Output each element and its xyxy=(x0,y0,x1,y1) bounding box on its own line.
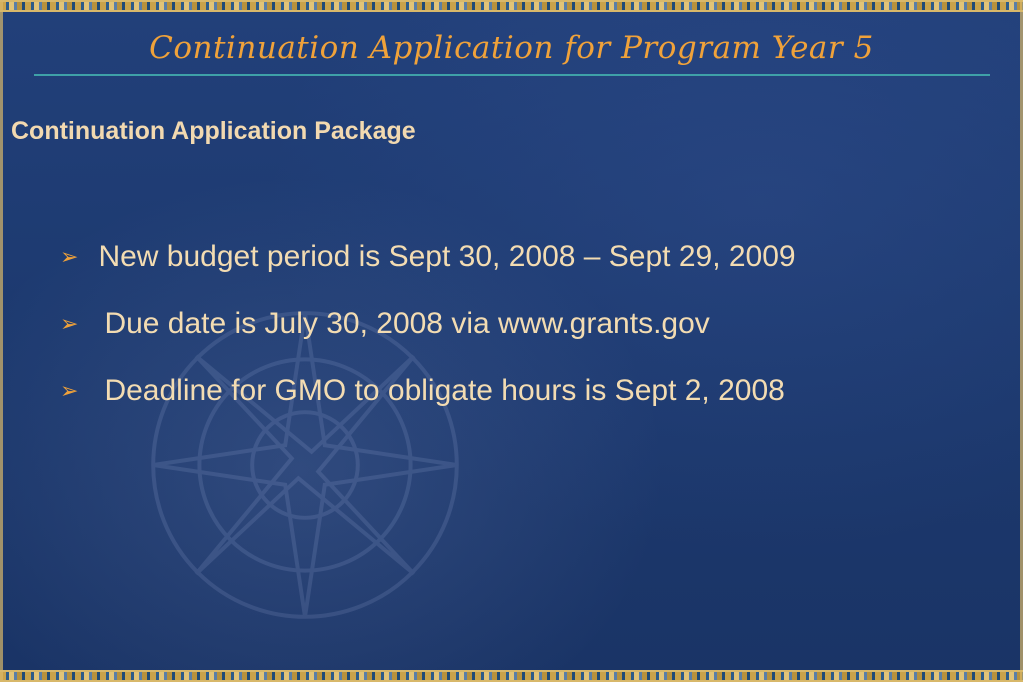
bullet-text: New budget period is Sept 30, 2008 – Sept 29, 2009 xyxy=(98,240,796,273)
bullet-text: Deadline for GMO to obligate hours is Sept 2, 2008 xyxy=(104,374,785,407)
arrow-bullet-icon: ➢ xyxy=(60,244,79,269)
bullet-item xyxy=(60,307,710,341)
bullet-item xyxy=(60,374,785,408)
arrow-bullet-icon: ➢ xyxy=(60,378,79,403)
section-heading: Continuation Application Package xyxy=(11,117,416,145)
bullet-item xyxy=(60,240,796,274)
arrow-bullet-icon: ➢ xyxy=(60,311,79,336)
bullet-text: Due date is July 30, 2008 via www.grants.gov xyxy=(104,307,710,340)
slide-title: Continuation Application for Program Year 5 xyxy=(149,30,874,66)
